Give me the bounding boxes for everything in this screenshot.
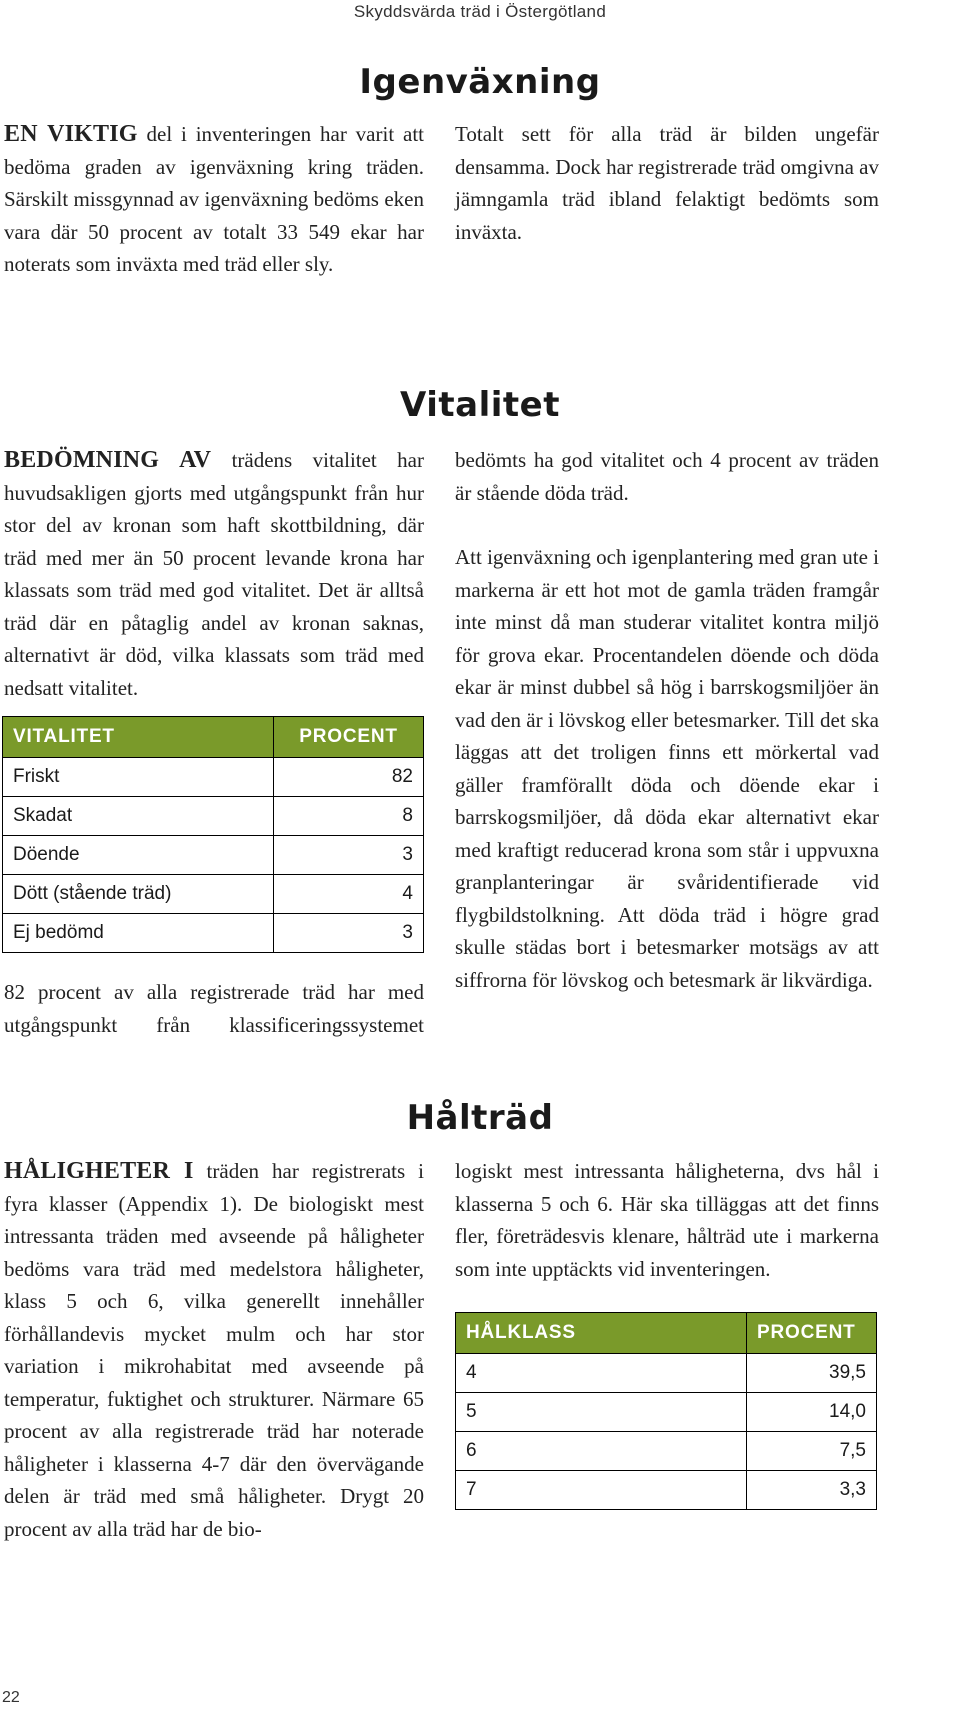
row-value: 4	[274, 875, 424, 914]
halklass-table-header-row	[456, 1313, 877, 1354]
row-value: 82	[274, 758, 424, 797]
igenvaxning-right-column	[455, 118, 879, 248]
running-header: Skyddsvärda träd i Östergötland	[353, 2, 607, 21]
table-row	[3, 875, 424, 914]
row-label: Dött (stående träd)	[3, 875, 274, 914]
row-label: Döende	[3, 836, 274, 875]
vitalitet-column-header: VITALITET	[3, 717, 274, 758]
row-value: 3	[274, 914, 424, 953]
igenvaxning-left-column	[4, 118, 424, 281]
halklass-table	[455, 1312, 877, 1510]
igenvaxning-right-text: Totalt sett för alla träd är bilden ungefär densamma. Dock har registrerade träd omgivna av jämngamla träd ibland felaktigt bedömts som inväxta.	[455, 122, 879, 244]
table-row	[3, 836, 424, 875]
row-label: 5	[456, 1393, 747, 1432]
haltrad-right-text: logiskt mest intressanta håligheterna, dvs hål i klasserna 5 och 6. Här ska tilläggas att det finns fler, företrädesvis klenare, hålträd ute i markerna som inte upptäckts vid inventeringen.	[455, 1159, 879, 1281]
table-row	[3, 914, 424, 953]
haltrad-lead: HÅLIGHETER I	[4, 1158, 194, 1184]
vitalitet-right-p1: bedömts ha god vitalitet och 4 procent av träden är stående döda träd.	[455, 448, 879, 505]
table-row	[3, 797, 424, 836]
section-title-haltrad: Hålträd	[406, 1098, 554, 1138]
vitalitet-right-column	[455, 444, 879, 996]
procent-column-header: PROCENT	[274, 717, 424, 758]
vitalitet-left-after-table	[4, 976, 424, 1041]
row-value: 8	[274, 797, 424, 836]
section-title-vitalitet: Vitalitet	[400, 385, 560, 425]
row-value: 14,0	[747, 1393, 877, 1432]
section-title-igenvaxning: Igenväxning	[359, 62, 601, 102]
row-label: 4	[456, 1354, 747, 1393]
row-label: 7	[456, 1471, 747, 1510]
igenvaxning-lead: EN VIKTIG	[4, 121, 138, 147]
table-row	[456, 1354, 877, 1393]
haltrad-left-text: träden har registrerats i fyra klasser (Appendix 1). De biologiskt mest intressanta träden med avseende på håligheter bedöms vara träd med medelstora håligheter, klass 5 och 6, vilka generellt innehåller förhållandevis mycket mulm och har stor variation i mikrohabitat med avseende på temperatur, fuktighet och strukturer. Närmare 65 procent av alla registrerade träd har noterade håligheter i klasserna 4-7 där den övervägande delen är träd med små håligheter. Drygt 20 procent av alla träd har de bio-	[4, 1159, 424, 1541]
row-value: 39,5	[747, 1354, 877, 1393]
row-value: 3	[274, 836, 424, 875]
page-number: 22	[2, 1689, 20, 1706]
row-value: 3,3	[747, 1471, 877, 1510]
table-row	[456, 1393, 877, 1432]
procent-column-header: PROCENT	[747, 1313, 877, 1354]
haltrad-left-column	[4, 1155, 424, 1545]
row-label: Skadat	[3, 797, 274, 836]
row-label: Ej bedömd	[3, 914, 274, 953]
vitalitet-left-column	[4, 444, 424, 704]
row-label: Friskt	[3, 758, 274, 797]
table-row	[456, 1432, 877, 1471]
table-row	[456, 1471, 877, 1510]
haltrad-right-column	[455, 1155, 879, 1285]
igenvaxning-left-text: del i inventeringen har varit att bedöma graden av igenväxning kring träden. Särskilt missgynnad av igenväxning bedöms eken vara där 50 procent av totalt 33 549 ekar har noterats som inväxta med träd eller sly.	[4, 122, 424, 276]
halklass-column-header: HÅLKLASS	[456, 1313, 747, 1354]
table-row	[3, 758, 424, 797]
row-label: 6	[456, 1432, 747, 1471]
vitalitet-table	[2, 716, 424, 953]
row-value: 7,5	[747, 1432, 877, 1471]
vitalitet-table-header-row	[3, 717, 424, 758]
vitalitet-lead: BEDÖMNING AV	[4, 447, 212, 473]
vitalitet-right-p2: Att igenväxning och igenplantering med gran ute i markerna är ett hot mot de gamla träden framgår inte minst då man studerar vitalitet kontra miljö för grova ekar. Procentandelen döende och döda ekar är minst dubbel så hög i barrskogsmiljöer än vad den är i lövskog eller betesmarker. Till det ska läggas att det troligen finns ett mörkertal vad gäller framförallt döda och döende ekar i barrskogsmiljöer, då döda ekar alternativt ekar med kraftigt reducerad krona som står i uppvuxna granplanteringar är svåridentifierade vid flygbildstolkning. Att döda träd i högre grad skulle städas bort i betesmarker motsägs av att siffrorna för lövskog och betesmark är likvärdiga.	[455, 545, 879, 992]
vitalitet-left-text: trädens vitalitet har huvudsakligen gjorts med utgångspunkt från hur stor del av kronan som haft skottbildning, där träd med mer än 50 procent levande krona har klassats som träd med god vitalitet. Det är alltså träd där en påtaglig andel av kronan saknas, alternativt är död, vilka klassats som träd med nedsatt vitalitet.	[4, 448, 424, 700]
vitalitet-after-table-text: 82 procent av alla registrerade träd har med utgångspunkt från klassificeringssystemet	[4, 980, 424, 1037]
